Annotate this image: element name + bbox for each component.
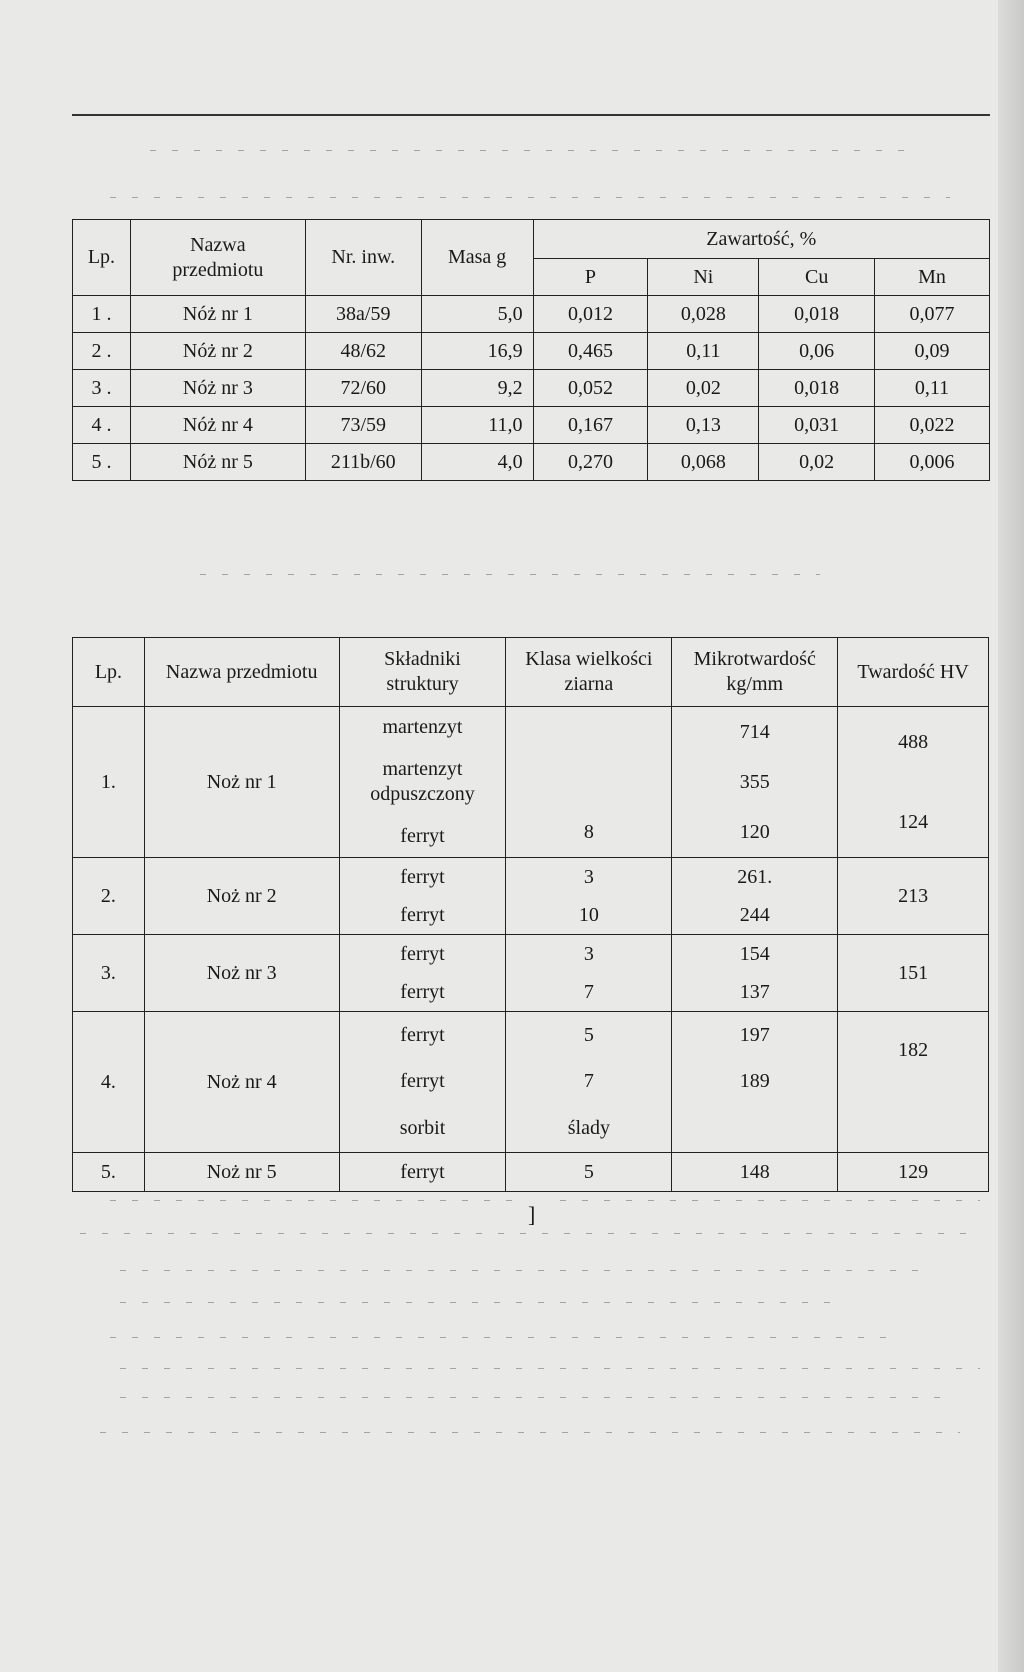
cell-ni: 0,11: [648, 333, 759, 370]
header-mikro: Mikrotwardość kg/mm: [672, 638, 838, 707]
cell-klasa-value: 7: [583, 1070, 594, 1093]
cell-nazwa: Nóż nr 2: [130, 333, 305, 370]
cell-nazwa: Noż nr 5: [144, 1153, 339, 1192]
cell-klasa-value: [506, 720, 671, 745]
cell-klasa: [506, 1012, 672, 1153]
cell-klasa: [506, 935, 672, 1012]
cell-hv-value: 213: [838, 858, 989, 935]
cell-skladnik: ferryt: [400, 865, 445, 888]
cell-nr: 72/60: [305, 370, 421, 407]
bleed-through-line: [100, 1432, 960, 1433]
cell-skladnik: ferryt: [400, 824, 445, 847]
header-masa: Masa g: [421, 220, 533, 296]
bleed-through-line: [120, 1368, 980, 1369]
cell-mn: 0,077: [875, 296, 990, 333]
cell-skladniki: [339, 935, 506, 1012]
cell-masa: 4,0: [421, 444, 533, 481]
cell-cu: 0,018: [759, 370, 875, 407]
cell-nazwa: Nóż nr 1: [130, 296, 305, 333]
cell-nazwa: Noż nr 4: [144, 1012, 339, 1153]
cell-skladnik: ferryt: [339, 1153, 506, 1192]
bleed-through-line: [120, 1270, 920, 1271]
cell-lp: 2.: [73, 858, 145, 935]
cell-nr: 38a/59: [305, 296, 421, 333]
cell-skladnik: sorbit: [399, 1117, 446, 1140]
page-mark: ]: [528, 1202, 536, 1227]
table-row: [73, 444, 990, 481]
cell-mikro-value: 714: [739, 720, 770, 743]
header-nazwa: Nazwa przedmiotu: [144, 638, 339, 707]
bleed-through-line: [120, 1397, 940, 1398]
cell-lp: 1.: [73, 707, 145, 858]
cell-mikro: [672, 935, 838, 1012]
cell-p: 0,465: [533, 333, 648, 370]
header-zawartosc: Zawartość, %: [533, 220, 989, 259]
cell-hv-value: 151: [838, 935, 989, 1012]
cell-skladnik: ferryt: [400, 980, 445, 1003]
cell-nazwa: Nóż nr 5: [130, 444, 305, 481]
cell-nr: 211b/60: [305, 444, 421, 481]
cell-klasa-value: [506, 770, 671, 795]
cell-lp: 4 .: [73, 407, 131, 444]
cell-nazwa: Noż nr 1: [144, 707, 339, 858]
structure-table: [72, 637, 989, 1192]
cell-ni: 0,13: [648, 407, 759, 444]
header-skladniki: Składniki struktury: [339, 638, 506, 707]
table-row: [73, 858, 989, 935]
cell-skladniki: [339, 1012, 506, 1153]
cell-masa: 5,0: [421, 296, 533, 333]
cell-mikro: [672, 858, 838, 935]
cell-nazwa: Noż nr 2: [144, 858, 339, 935]
cell-masa: 11,0: [421, 407, 533, 444]
bleed-through-line: [560, 1200, 980, 1201]
table-row: [73, 935, 989, 1012]
header-p: P: [533, 259, 648, 296]
cell-cu: 0,02: [759, 444, 875, 481]
page-edge-shadow: [998, 0, 1024, 1672]
cell-mn: 0,11: [875, 370, 990, 407]
cell-nr: 48/62: [305, 333, 421, 370]
header-nr-inw: Nr. inw.: [305, 220, 421, 296]
cell-p: 0,052: [533, 370, 648, 407]
cell-klasa-value: 5: [506, 1153, 672, 1192]
cell-p: 0,012: [533, 296, 648, 333]
cell-p: 0,270: [533, 444, 648, 481]
cell-skladnik: ferryt: [400, 942, 445, 965]
cell-lp: 5.: [73, 1153, 145, 1192]
cell-cu: 0,06: [759, 333, 875, 370]
cell-mn: 0,006: [875, 444, 990, 481]
cell-klasa: [506, 858, 672, 935]
cell-mikro-value: 148: [672, 1153, 838, 1192]
cell-lp: 3 .: [73, 370, 131, 407]
cell-lp: 2 .: [73, 333, 131, 370]
cell-lp: 4.: [73, 1012, 145, 1153]
top-rule: [72, 114, 990, 116]
cell-mikro-value: 261.: [737, 865, 773, 888]
cell-klasa-value: 10: [578, 903, 599, 926]
cell-mikro: [672, 1012, 838, 1153]
cell-ni: 0,028: [648, 296, 759, 333]
cell-mikro-value: 154: [739, 942, 770, 965]
table-row: [73, 407, 990, 444]
cell-mikro-value: 189: [739, 1070, 770, 1093]
cell-cu: 0,018: [759, 296, 875, 333]
cell-nazwa: Nóż nr 4: [130, 407, 305, 444]
cell-skladnik: ferryt: [400, 1070, 445, 1093]
cell-mikro-value: 355: [739, 770, 770, 793]
cell-mikro-value: [672, 1116, 837, 1141]
header-cu: Cu: [759, 259, 875, 296]
cell-masa: 16,9: [421, 333, 533, 370]
cell-nazwa: Nóż nr 3: [130, 370, 305, 407]
bleed-through-line: [120, 1302, 840, 1303]
composition-table: [72, 219, 990, 481]
cell-klasa-value: 5: [583, 1023, 594, 1046]
cell-skladnik: ferryt: [400, 903, 445, 926]
bleed-through-line: [80, 1233, 980, 1234]
cell-lp: 1 .: [73, 296, 131, 333]
cell-hv-value: 488: [898, 730, 929, 753]
cell-lp: 3.: [73, 935, 145, 1012]
cell-twardosc: [838, 707, 989, 858]
table-row: [73, 333, 990, 370]
cell-hv-value: 124: [898, 810, 929, 833]
bleed-through-line: [110, 1200, 520, 1201]
cell-klasa: [506, 707, 672, 858]
cell-ni: 0,02: [648, 370, 759, 407]
cell-mikro-value: 120: [739, 820, 770, 843]
cell-skladnik: martenzyt odpuszczony: [370, 757, 475, 805]
bleed-through-line: [200, 574, 820, 575]
cell-ni: 0,068: [648, 444, 759, 481]
cell-nazwa: Noż nr 3: [144, 935, 339, 1012]
header-mn: Mn: [875, 259, 990, 296]
table-row: [73, 1153, 989, 1192]
table-row: [73, 1012, 989, 1153]
header-twardosc: Twardość HV: [838, 638, 989, 707]
cell-hv-value: 129: [838, 1153, 989, 1192]
cell-mikro-value: 197: [739, 1023, 770, 1046]
table-row: [73, 707, 989, 858]
cell-cu: 0,031: [759, 407, 875, 444]
cell-mikro: [672, 707, 838, 858]
cell-klasa-value: 7: [583, 980, 594, 1003]
cell-mn: 0,09: [875, 333, 990, 370]
cell-masa: 9,2: [421, 370, 533, 407]
bleed-through-line: [110, 197, 950, 198]
header-lp: Lp.: [73, 638, 145, 707]
cell-mn: 0,022: [875, 407, 990, 444]
header-lp: Lp.: [73, 220, 131, 296]
cell-skladniki: [339, 858, 506, 935]
cell-klasa-value: 8: [583, 820, 594, 843]
bleed-through-line: [150, 150, 910, 151]
cell-skladnik: martenzyt: [382, 716, 463, 739]
cell-nr: 73/59: [305, 407, 421, 444]
header-klasa: Klasa wielkości ziarna: [506, 638, 672, 707]
cell-klasa-value: 3: [583, 942, 594, 965]
cell-klasa-value: ślady: [567, 1117, 610, 1140]
table-row: [73, 296, 990, 333]
header-nazwa: Nazwa przedmiotu: [130, 220, 305, 296]
cell-p: 0,167: [533, 407, 648, 444]
cell-mikro-value: 244: [739, 903, 770, 926]
cell-klasa-value: 3: [583, 865, 594, 888]
cell-skladnik: ferryt: [400, 1023, 445, 1046]
cell-mikro-value: 137: [739, 980, 770, 1003]
cell-lp: 5 .: [73, 444, 131, 481]
cell-skladniki: [339, 707, 506, 858]
table-row: [73, 370, 990, 407]
cell-hv-value: 182: [838, 1012, 989, 1153]
bleed-through-line: [110, 1337, 890, 1338]
header-ni: Ni: [648, 259, 759, 296]
